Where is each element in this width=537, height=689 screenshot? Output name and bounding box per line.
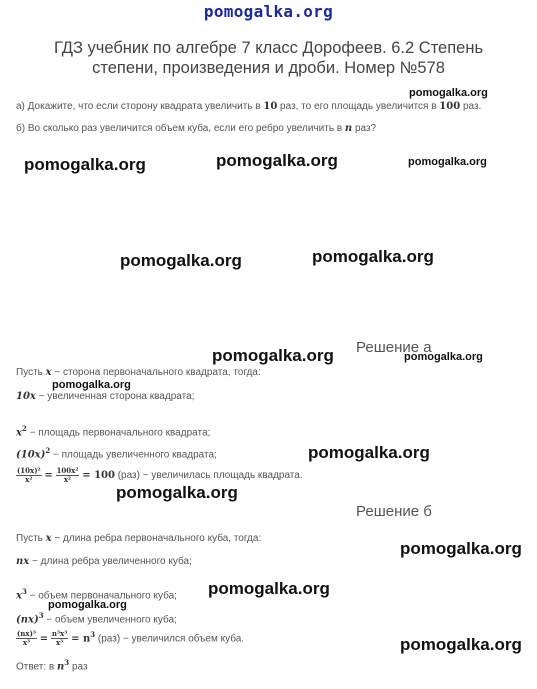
watermark: pomogalka.org (208, 579, 330, 598)
page-title-line-2: степени, произведения и дроби. Номер №578 (92, 59, 445, 77)
task-a (16, 101, 481, 112)
text: − объем увеличенного куба; (43, 614, 177, 626)
solution-b-line-1 (16, 533, 261, 544)
fraction-denominator: x² (25, 475, 33, 484)
solution-b-heading: Решение б (356, 503, 432, 520)
text: − площадь первоначального квадрата; (26, 427, 211, 439)
watermark: pomogalka.org (120, 251, 242, 270)
watermark: pomogalka.org (48, 599, 127, 611)
watermark: pomogalka.org (216, 151, 338, 170)
task-b-var: n (344, 123, 353, 134)
solution-b-line-2 (16, 556, 192, 567)
math-expr: (nx) (16, 614, 39, 626)
task-b-prefix: б) Во сколько раз увеличится объем куба, если его ребро увеличить в (16, 123, 345, 134)
watermark: pomogalka.org (409, 87, 488, 99)
solution-a-line-3 (16, 424, 210, 438)
math-expr: x (16, 427, 22, 439)
text: Ответ: в (16, 661, 58, 673)
solution-a-line-4 (16, 446, 217, 460)
text: − сторона первоначального квадрата, тогда: (51, 367, 261, 378)
watermark: pomogalka.org (404, 351, 483, 363)
math-exponent: 3 (64, 658, 70, 667)
solution-a-heading: Решение а (356, 339, 432, 356)
text: раз (69, 661, 88, 673)
text: − длина ребра увеличенного куба; (29, 556, 192, 567)
fraction-numerator: (nx)³ (17, 629, 36, 639)
math-var: x (45, 367, 52, 378)
fraction-denominator: x³ (55, 638, 64, 648)
math-result: = 100 (82, 470, 115, 482)
math-expr: 10x (16, 391, 36, 402)
math-exponent: 3 (38, 611, 44, 620)
site-logo[interactable]: pomogalka.org (203, 2, 334, 21)
math-exponent: 2 (45, 446, 51, 455)
equals-sign: = (44, 470, 53, 482)
task-a-prefix: а) Докажите, что если сторону квадрата увеличить в (16, 101, 264, 112)
math-expr: x (16, 590, 22, 602)
math-expr: (10x) (16, 449, 46, 461)
fraction-numerator: 100x² (56, 466, 79, 475)
watermark: pomogalka.org (308, 443, 430, 462)
math-var: n (57, 661, 65, 673)
watermark: pomogalka.org (52, 379, 131, 391)
solution-b-line-3 (16, 587, 177, 601)
fraction (16, 467, 42, 484)
fraction-numerator: (10x)² (17, 466, 41, 475)
equals-sign: = (39, 633, 49, 645)
math-exponent: 3 (21, 587, 27, 596)
text: (раз) − увеличился объем куба. (95, 633, 245, 645)
fraction (16, 630, 37, 647)
text: Пусть (16, 533, 46, 544)
solution-a-line-5 (16, 467, 303, 484)
fraction-denominator: x² (63, 475, 72, 484)
solution-a-line-2 (16, 391, 194, 402)
text: − длина ребра первоначального куба, тогда: (51, 533, 262, 544)
math-exponent: 3 (90, 630, 96, 639)
fraction (51, 630, 68, 647)
text: (раз) − увеличилась площадь квадрата. (114, 470, 303, 482)
text: Пусть (16, 367, 46, 378)
solution-b-answer (16, 658, 88, 672)
task-a-suffix: раз. (460, 101, 482, 112)
watermark: pomogalka.org (400, 635, 522, 654)
text: − площадь увеличенного квадрата; (50, 449, 217, 461)
fraction (56, 467, 80, 484)
watermark: pomogalka.org (212, 346, 334, 365)
watermark: pomogalka.org (408, 156, 487, 168)
task-b (16, 123, 376, 134)
page-title-line-1: ГДЗ учебник по алгебре 7 класс Дорофеев. 6.2 Степень (53, 39, 484, 57)
fraction-numerator: n³x³ (51, 629, 68, 639)
math-exponent: 2 (21, 424, 27, 433)
watermark: pomogalka.org (24, 155, 146, 174)
fraction-denominator: x³ (22, 638, 31, 648)
text: − объем первоначального куба; (26, 590, 177, 602)
task-b-suffix: раз? (352, 123, 377, 134)
solution-b-line-4 (16, 611, 177, 625)
watermark: pomogalka.org (116, 483, 238, 502)
solution-b-line-5 (16, 630, 244, 647)
watermark: pomogalka.org (312, 247, 434, 266)
watermark: pomogalka.org (400, 539, 522, 558)
task-a-mid: раз, то его площадь увеличится в (277, 101, 440, 112)
math-result: = n (71, 633, 91, 645)
task-a-n2: 100 (439, 101, 461, 112)
math-var: x (45, 533, 52, 544)
page-title (0, 38, 537, 78)
task-a-n1: 10 (263, 101, 278, 112)
text: − увеличенная сторона квадрата; (35, 391, 195, 402)
solution-a-line-1 (16, 367, 261, 378)
math-expr: nx (16, 556, 30, 567)
